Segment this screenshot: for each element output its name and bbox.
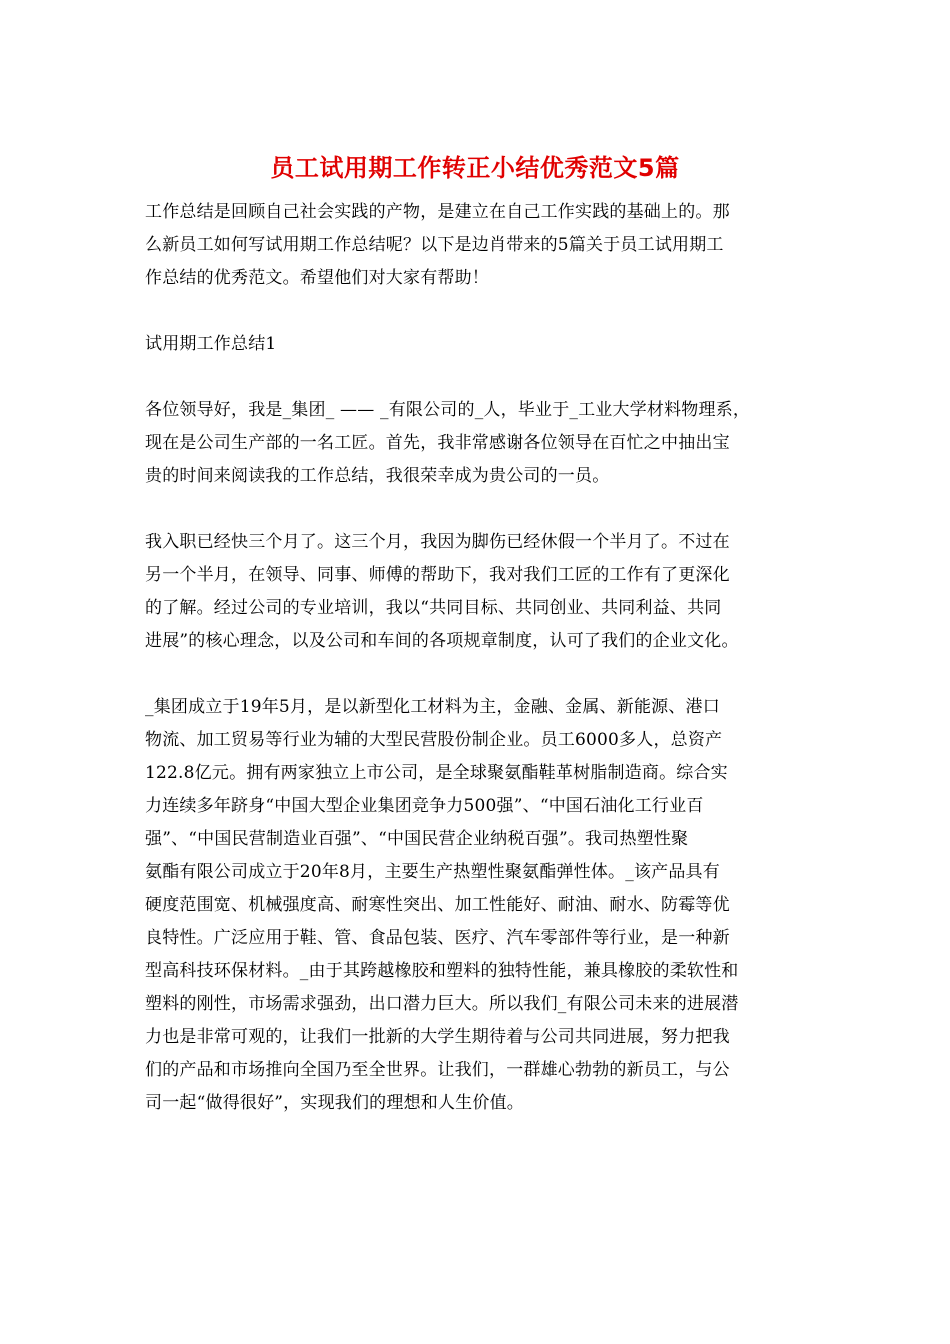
section-heading: 试用期工作总结1 [145,334,277,354]
paragraph-gap [145,493,825,526]
document-title: 员工试用期工作转正小结优秀范文5篇 [270,154,680,182]
paragraph-gap [145,658,825,691]
document-body [145,196,825,1120]
intro-paragraph: 工作总结是回顾自己社会实践的产物，是建立在自己工作实践的基础上的。那 么新员工如何写试用期工作总结呢？以下是边肖带来的5篇关于员工试用期工 作总结的优秀范文。希望他们对大家有帮助！ [145,202,730,288]
body-paragraph-2: 我入职已经快三个月了。这三个月，我因为脚伤已经休假一个半月了。不过在 另一个半月，在领导、同事、师傅的帮助下，我对我们工匠的工作有了更深化 的了解。经过公司的专业培训，我以“共同目标、共同创业、共同利益、共同 进展”的核心理念，以及公司和车间的各项规章制度，认可了我们的企业文化。 [145,532,739,651]
body-paragraph-1: 各位领导好，我是_集团_ —— _有限公司的_人，毕业于_工业大学材料物理系， 现在是公司生产部的一名工匠。首先，我非常感谢各位领导在百忙之中抽出宝 贵的时间来阅读我的工作总结，我很荣幸成为贵公司的一员。 [145,400,751,486]
body-paragraph-3: _集团成立于19年5月，是以新型化工材料为主，金融、金属、新能源、港口 物流、加工贸易等行业为辅的大型民营股份制企业。员工6000多人，总资产 122.8亿元。拥有两家独立上市公司，是全球聚氨酯鞋革树脂制造商。综合实 力连续多年跻身“中国大型企业集团竞争力500强”、“中国石油化工行业百 强”、“中国民营制造业百强”、“中国民营企业纳税百强”。我司热塑性聚 氨酯有限公司成立于20年8月，主要生产热塑性聚氨酯弹性体。_该产品具有 硬度范围宽、机械强度高、耐寒性突出、加工性能好、耐油、耐水、防霉等优 良特性。广泛应用于鞋、管、食品包装、医疗、汽车零部件等行业，是一种新 型高科技环保材料。_由于其跨越橡胶和塑料的独特性能，兼具橡胶的柔软性和 塑料的刚性，市场需求强劲，出口潜力巨大。所以我们_有限公司未来的进展潜 力也是非常可观的，让我们一批新的大学生期待着与公司共同进展，努力把我 们的产品和市场推向全国乃至全世界。让我们，一群雄心勃勃的新员工，与公 司一起“做得很好”，实现我们的理想和人生价值。 [145,697,739,1113]
